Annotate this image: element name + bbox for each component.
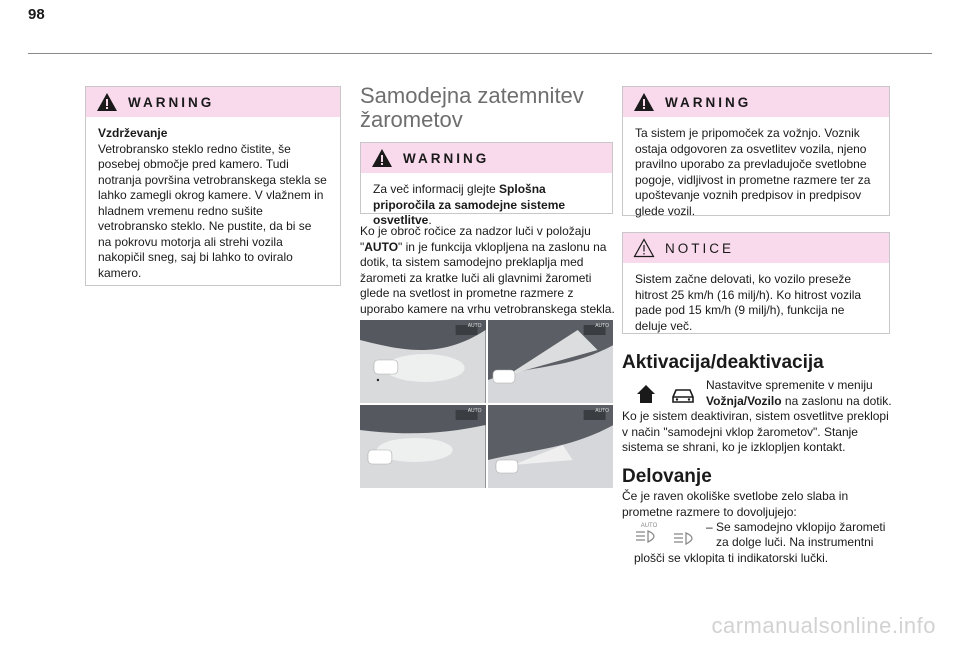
warning-box-camera: [85, 86, 341, 286]
menu-path: Vožnja/Vozilo: [706, 394, 782, 408]
home-icon: [636, 384, 656, 404]
operation-item-line2: za dolge luči. Na instrumentni: [716, 535, 874, 549]
warning-title: WARNING: [665, 94, 752, 110]
operation-intro: Če je raven okoliške svetlobe zelo slaba in prometne razmere to dovoljujejo:: [622, 489, 849, 519]
menu-path-suffix: na zaslonu na dotik.: [781, 394, 892, 408]
notice-triangle-icon: [633, 238, 655, 258]
operation-heading: Delovanje: [622, 466, 712, 487]
warning-text-suffix: .: [428, 213, 432, 227]
watermark: carmanualsonline.info: [711, 613, 936, 638]
notice-body: Sistem začne delovati, ko vozilo preseže hitrost 25 km/h (16 milj/h). Ko hitrost vozila pade pod 15 km/h (9 milj/h), funkcija ne deluje več.: [635, 272, 862, 333]
auto-description: [360, 224, 615, 317]
high-beam-indicator-icon: [672, 531, 702, 547]
auto-description-part2: " in je funkcija vklopljena na zaslonu na dotik, ta sistem samodejno preklaplja med žarometi za kratke luči ali glavnimi žarometi glede na svetlost in prometne razmere z uporabo kamere na vrhu vetrobranskega stekla.: [360, 239, 615, 316]
auto-description-part1: Ko je obroč ročice za nadzor luči v položaju ": [360, 224, 591, 254]
warning-title: WARNING: [403, 150, 490, 166]
warning-header: [361, 143, 612, 173]
activation-menu-line2: [706, 394, 896, 410]
auto-badge: AUTO: [595, 408, 609, 414]
warning-text-prefix: Za več informacij glejte: [373, 182, 500, 196]
auto-high-beam-indicator-icon: [634, 523, 664, 547]
warning-text: Vetrobransko steklo redno čistite, še posebej območje pred kamero. Tudi notranja površina vetrobranskega stekla se lahko zamegli okrog kamere. V vlažnem in hladnem vremenu redno sušite vetrobransko steklo. Ne pustite, da bi se na pokrovu motorja ali strehi vozila nakopičil sneg, saj bi lahko to oviralo kamero.: [98, 141, 327, 280]
warning-triangle-icon: [371, 148, 393, 168]
header-divider: [28, 53, 932, 54]
auto-badge: AUTO: [595, 323, 609, 329]
warning-triangle-icon: [633, 92, 655, 112]
warning-body: Ta sistem je pripomoček za vožnjo. Voznik ostaja odgovoren za osvetlitev vozila, njeno pravilno uporabo za prevladujoče svetlobne pogoje, vidljivost in prometne razmere ter za upoštevanje voznih predpisov in predpisov glede vozil.: [635, 126, 871, 218]
auto-badge: AUTO: [467, 408, 482, 414]
section-title-line2: žarometov: [360, 107, 463, 132]
car-icon: [670, 385, 696, 405]
activation-heading: Aktivacija/deaktivacija: [622, 352, 824, 373]
warning-box-info: [360, 142, 613, 227]
activation-paragraph: Ko je sistem deaktiviran, sistem osvetlitve preklopi v način "samodejni vklop žarometov". Stanje sistema se shrani, ko je izklopljen kontakt.: [622, 409, 889, 454]
headlight-illustration-grid: [360, 320, 613, 488]
auto-mode-label: AUTO: [364, 239, 399, 254]
notice-title: NOTICE: [665, 240, 735, 256]
illustration-low-beam-oncoming: [360, 320, 486, 403]
operation-item-line3: plošči se vklopita ti indikatorski lučki.: [634, 551, 829, 565]
activation-menu-line1: Nastavitve spremenite v meniju: [706, 378, 873, 392]
auto-badge: AUTO: [467, 323, 482, 329]
warning-subheading: Vzdrževanje: [98, 126, 168, 140]
section-title-line1: Samodejna zatemnitev: [360, 83, 584, 108]
auto-indicator-label: AUTO: [640, 523, 658, 529]
warning-text-reference: Splošna priporočila za samodejne sisteme osvetlitve: [373, 182, 566, 227]
page-number: 98: [28, 6, 45, 23]
section-title: [360, 84, 610, 132]
illustration-low-beam-traffic: [360, 405, 486, 488]
warning-title: WARNING: [128, 94, 215, 110]
warning-triangle-icon: [96, 92, 118, 112]
notice-box-speed: [622, 232, 890, 334]
warning-body: [86, 117, 340, 289]
warning-header: [86, 87, 340, 117]
illustration-high-beam-curve: [488, 320, 614, 403]
warning-header: [623, 87, 889, 117]
illustration-low-beam-curve: [488, 405, 614, 488]
operation-item-line1: – Se samodejno vklopijo žarometi: [706, 520, 886, 534]
notice-header: [623, 233, 889, 263]
warning-box-driver: [622, 86, 890, 216]
